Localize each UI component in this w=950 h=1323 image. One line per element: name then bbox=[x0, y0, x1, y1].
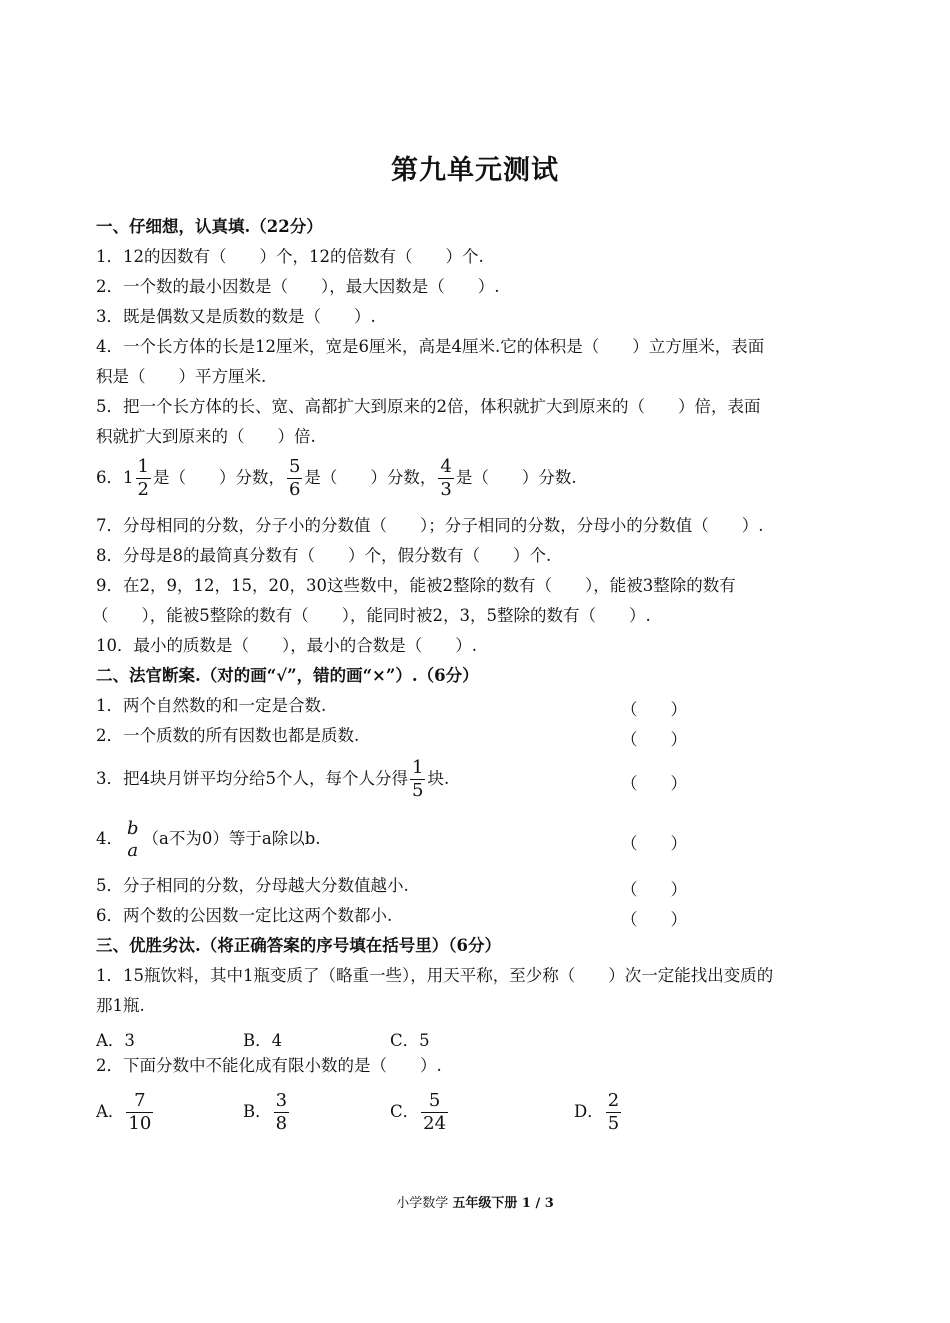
option-c bbox=[390, 1086, 450, 1138]
question-1-2: 2．一个数的最小因数是（ ），最大因数是（ ）. bbox=[96, 277, 500, 296]
denominator: 2 bbox=[137, 479, 149, 500]
footer-subject: 小学数学 bbox=[396, 1196, 453, 1211]
section-3-heading: 三、优胜劣汰.（将正确答案的序号填在括号里）（6分） bbox=[96, 936, 501, 955]
question-2-4 bbox=[96, 816, 321, 862]
option-label: B． bbox=[243, 1102, 272, 1121]
q6-text-3: 是（ ）分数. bbox=[455, 468, 577, 487]
question-1-8: 8．分母是8的最简真分数有（ ）个，假分数有（ ）个. bbox=[96, 546, 552, 565]
answer-parentheses: （ ） bbox=[621, 880, 687, 899]
question-1-9-line2: （ ），能被5整除的数有（ ），能同时被2，3，5整除的数有（ ）. bbox=[92, 606, 651, 625]
numerator: 3 bbox=[275, 1090, 288, 1111]
option-c: C．5 bbox=[390, 1031, 430, 1050]
denominator: 10 bbox=[128, 1113, 152, 1134]
question-1-6 bbox=[96, 455, 577, 501]
question-2-3 bbox=[96, 756, 449, 802]
question-2-1: 1．两个自然数的和一定是合数. bbox=[96, 696, 327, 715]
q2-4-suffix: （a不为0）等于a除以b. bbox=[142, 829, 321, 848]
question-1-9-line1: 9．在2，9，12，15，20，30这些数中，能被2整除的数有（ ），能被3整除的数有 bbox=[96, 576, 736, 595]
option-label: D． bbox=[574, 1102, 604, 1121]
question-1-4-line2: 积是（ ）平方厘米. bbox=[96, 367, 267, 386]
denominator: 8 bbox=[275, 1113, 288, 1134]
denominator: 24 bbox=[423, 1113, 447, 1134]
numerator: 5 bbox=[428, 1090, 441, 1111]
footer-grade-page: 五年级下册 1 / 3 bbox=[452, 1196, 554, 1211]
fraction bbox=[274, 1092, 289, 1133]
denominator: a bbox=[127, 839, 139, 861]
fraction bbox=[606, 1092, 621, 1133]
fraction bbox=[421, 1092, 448, 1133]
fraction bbox=[126, 1092, 153, 1133]
denominator: 5 bbox=[607, 1113, 620, 1134]
q2-3-suffix: 块. bbox=[427, 769, 450, 788]
option-a: A．3 bbox=[96, 1031, 135, 1050]
option-b: B．4 bbox=[243, 1031, 283, 1050]
question-3-1-line1: 1．15瓶饮料，其中1瓶变质了（略重一些），用天平称，至少称（ ）次一定能找出变质的 bbox=[96, 966, 774, 985]
question-1-10: 10．最小的质数是（ ），最小的合数是（ ）. bbox=[96, 636, 477, 655]
answer-parentheses: （ ） bbox=[621, 774, 687, 793]
fraction bbox=[410, 759, 425, 800]
question-1-5-line1: 5．把一个长方体的长、宽、高都扩大到原来的2倍，体积就扩大到原来的（ ）倍，表面 bbox=[96, 397, 761, 416]
page-footer bbox=[0, 1192, 950, 1211]
question-3-2: 2．下面分数中不能化成有限小数的是（ ）. bbox=[96, 1056, 442, 1075]
numerator: 4 bbox=[440, 456, 452, 477]
question-1-1: 1．12的因数有（ ）个，12的倍数有（ ）个. bbox=[96, 247, 484, 266]
fraction bbox=[287, 458, 302, 499]
numerator: 1 bbox=[137, 456, 149, 477]
question-1-5-line2: 积就扩大到原来的（ ）倍. bbox=[96, 427, 316, 446]
option-label: A． bbox=[96, 1102, 125, 1121]
question-1-7: 7．分母相同的分数，分子小的分数值（ ）；分子相同的分数，分母小的分数值（ ）. bbox=[96, 516, 764, 535]
numerator: 5 bbox=[288, 456, 301, 477]
option-a bbox=[96, 1086, 155, 1138]
question-2-6: 6．两个数的公因数一定比这两个数都小. bbox=[96, 906, 393, 925]
answer-parentheses: （ ） bbox=[621, 834, 687, 853]
answer-parentheses: （ ） bbox=[621, 910, 687, 929]
denominator: 5 bbox=[412, 780, 424, 801]
numerator: 1 bbox=[412, 757, 424, 778]
section-2-heading: 二、法官断案.（对的画“√”，错的画“×”）.（6分） bbox=[96, 666, 479, 685]
question-3-1-line2: 那1瓶. bbox=[96, 996, 145, 1015]
numerator: b bbox=[127, 817, 139, 839]
answer-parentheses: （ ） bbox=[621, 700, 687, 719]
option-b bbox=[243, 1086, 291, 1138]
fraction bbox=[125, 817, 141, 861]
denominator: 6 bbox=[288, 479, 301, 500]
fraction bbox=[438, 458, 453, 499]
question-2-5: 5．分子相同的分数，分母越大分数值越小. bbox=[96, 876, 409, 895]
question-2-2: 2．一个质数的所有因数也都是质数. bbox=[96, 726, 360, 745]
question-1-3: 3．既是偶数又是质数的数是（ ）. bbox=[96, 307, 376, 326]
option-d bbox=[574, 1086, 623, 1138]
answer-parentheses: （ ） bbox=[621, 730, 687, 749]
q2-3-prefix: 3．把4块月饼平均分给5个人，每个人分得 bbox=[96, 769, 408, 788]
fraction bbox=[136, 458, 151, 499]
question-1-4-line1: 4．一个长方体的长是12厘米，宽是6厘米，高是4厘米.它的体积是（ ）立方厘米，表面 bbox=[96, 337, 765, 356]
denominator: 3 bbox=[440, 479, 452, 500]
q6-text-2: 是（ ）分数， bbox=[304, 468, 437, 487]
q2-4-prefix: 4． bbox=[96, 829, 123, 848]
section-1-heading: 一、仔细想，认真填.（22分） bbox=[96, 217, 323, 236]
option-label: C． bbox=[390, 1102, 420, 1121]
page-title: 第九单元测试 bbox=[391, 155, 559, 186]
q6-prefix: 6．1 bbox=[96, 468, 134, 487]
q6-text-1: 是（ ）分数， bbox=[152, 468, 285, 487]
numerator: 7 bbox=[134, 1090, 146, 1111]
numerator: 2 bbox=[607, 1090, 620, 1111]
